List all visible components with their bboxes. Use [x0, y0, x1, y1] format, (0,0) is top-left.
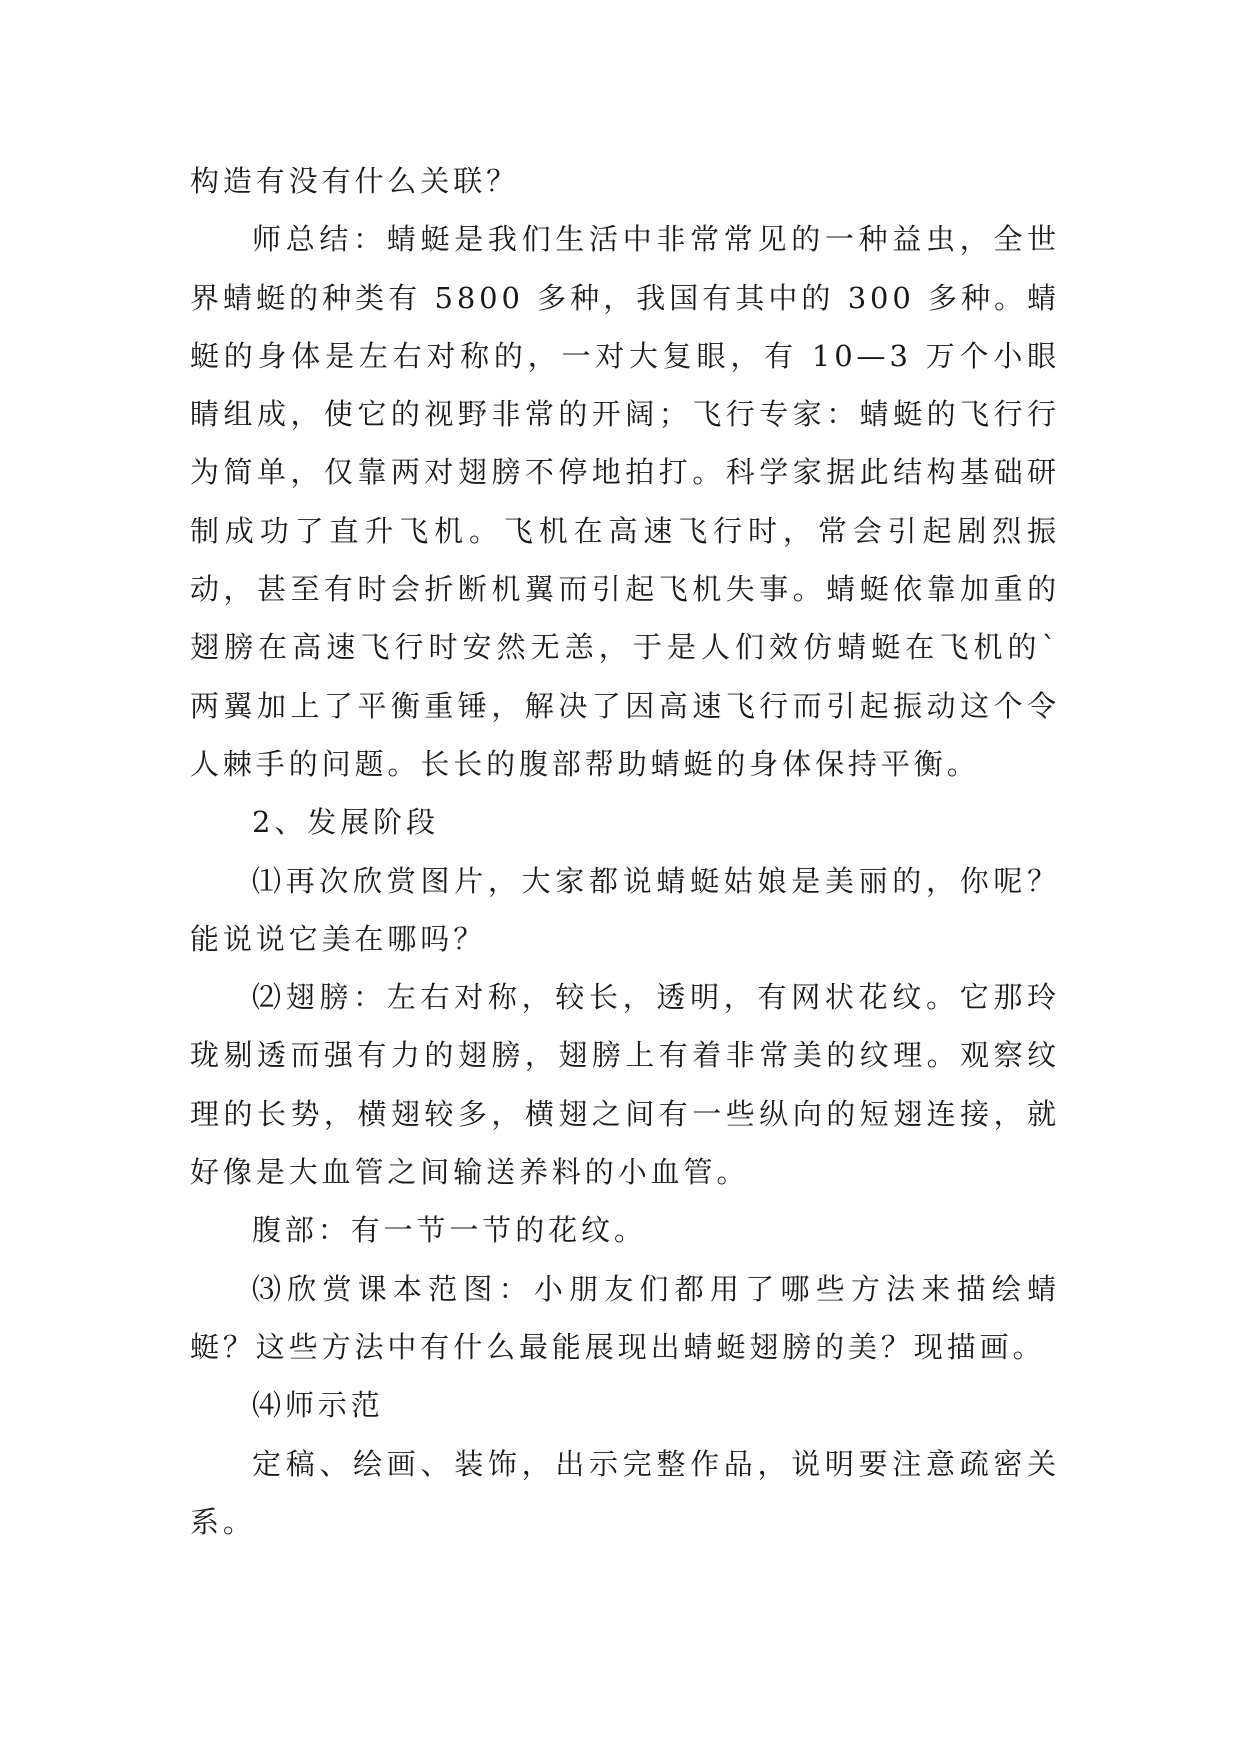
paragraph-step-2-wings: ⑵翅膀：左右对称，较长，透明，有网状花纹。它那玲珑剔透而强有力的翅膀，翅膀上有着非常美的纹理。观察纹理的长势，横翅较多，横翅之间有一些纵向的短翅连接，就好像是大血管之间输送养料的小血管。: [190, 980, 1060, 1190]
paragraph-final: 定稿、绘画、装饰，出示完整作品，说明要注意疏密关系。: [190, 1446, 1060, 1539]
paragraph-step-3: ⑶欣赏课本范图：小朋友们都用了哪些方法来描绘蜻蜓？这些方法中有什么最能展现出蜻蜓翅膀的美？现描画。: [190, 1271, 1060, 1364]
paragraph-teacher-summary: 师总结：蜻蜓是我们生活中非常常见的一种益虫，全世界蜻蜓的种类有 5800 多种，我国有其中的 300 多种。蜻蜓的身体是左右对称的，一对大复眼，有 10—3 万个小眼睛组成，使它的视野非常的开阔；飞行专家：蜻蜓的飞行行为简单，仅靠两对翅膀不停地拍打。科学家据此结构基础研制成功了直升飞机。飞机在高速飞行时，常会引起剧烈振动，甚至有时会折断机翼而引起飞机失事。蜻蜓依靠加重的翅膀在高速飞行时安然无恙，于是人们效仿蜻蜓在飞机的`两翼加上了平衡重锤，解决了因高速飞行而引起振动这个令人棘手的问题。长长的腹部帮助蜻蜓的身体保持平衡。: [190, 222, 1060, 781]
paragraph-abdomen: 腹部：有一节一节的花纹。: [252, 1213, 647, 1248]
document-body: [190, 152, 1060, 1551]
section-heading-development: 2、发展阶段: [252, 805, 439, 840]
paragraph-step-1: ⑴再次欣赏图片，大家都说蜻蜓姑娘是美丽的，你呢？能说说它美在哪吗？: [190, 863, 1060, 956]
paragraph-step-4: ⑷师示范: [252, 1388, 384, 1423]
paragraph-continuation: 构造有没有什么关联？: [190, 164, 520, 198]
